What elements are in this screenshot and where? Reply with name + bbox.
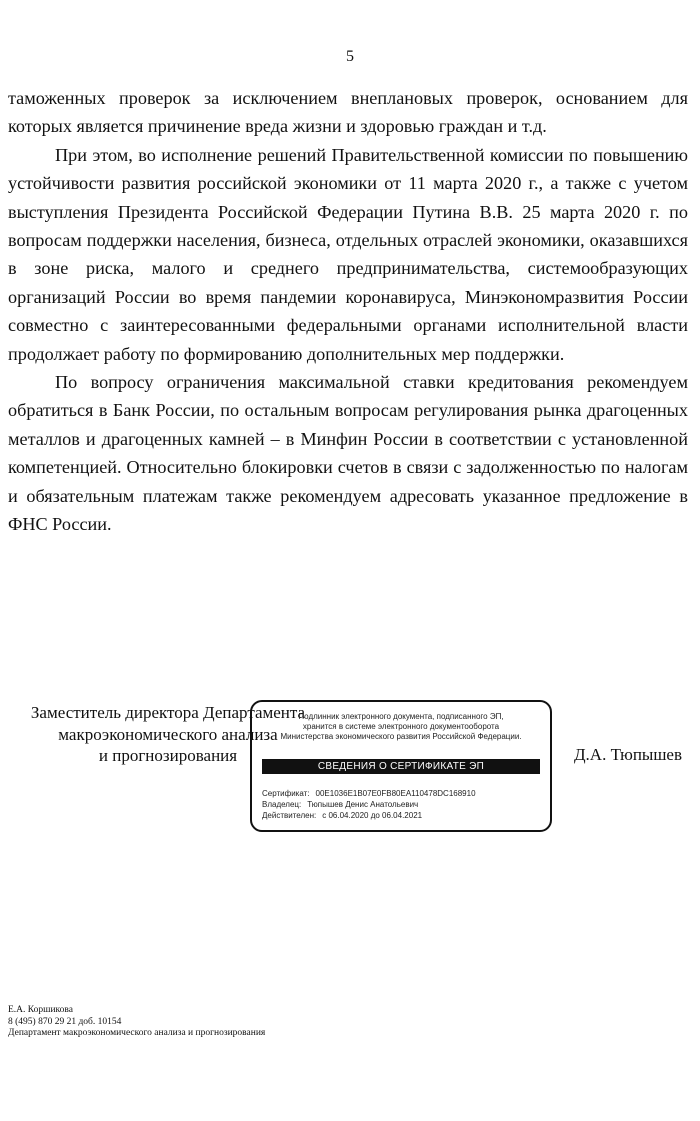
executor-name: Е.А. Коршикова	[8, 1005, 74, 1015]
stamp-header: СВЕДЕНИЯ О СЕРТИФИКАТЕ ЭП	[262, 759, 540, 774]
stamp-notice-line-1: Подлинник электронного документа, подписанного ЭП,	[298, 712, 504, 721]
signer-title-line-2: макроэкономического анализа	[58, 724, 278, 744]
stamp-valid-row	[262, 810, 542, 821]
stamp-valid-label: Действителен:	[262, 811, 317, 820]
paragraph-1: таможенных проверок за исключением внеплановых проверок, основанием для которых является причинение вреда жизни и здоровью граждан и т.д.	[8, 88, 688, 137]
stamp-notice	[252, 712, 550, 742]
executor-footer	[8, 1005, 265, 1040]
paragraph-2: При этом, во исполнение решений Правительственной комиссии по повышению устойчивости развития российской экономики от 11 марта 2020 г., а также с учетом выступления Президента Российской Федерации Путина В.В. 25 марта 2020 г. по вопросам поддержки населения, бизнеса, отдельных отраслей экономики, оказавшихся в зоне риска, малого и среднего предпринимательства, системообразующих организаций России во время пандемии коронавируса, Минэкономразвития России совместно с заинтересованными федеральными органами исполнительной власти продолжает работу по формированию дополнительных мер поддержки.	[8, 144, 688, 364]
stamp-owner-value: Тюпышев Денис Анатольевич	[307, 800, 419, 809]
stamp-certificate-row	[262, 788, 542, 799]
executor-department: Департамент макроэкономического анализа и прогнозирования	[8, 1028, 266, 1038]
stamp-owner-label: Владелец:	[262, 800, 302, 809]
paragraph-3: По вопросу ограничения максимальной ставки кредитования рекомендуем обратиться в Банк России, по остальным вопросам регулирования рынка драгоценных металлов и драгоценных камней – в Минфин России в соответствии с установленной компетенцией. Относительно блокировки счетов в связи с задолженностью по налогам и обязательным платежам также рекомендуем адресовать указанное предложение в ФНС России.	[8, 372, 688, 535]
page-number: 5	[346, 48, 354, 65]
electronic-signature-stamp	[250, 700, 552, 832]
stamp-owner-row	[262, 799, 542, 810]
executor-phone: 8 (495) 870 29 21 доб. 10154	[8, 1016, 122, 1027]
stamp-notice-line-3: Министерства экономического развития Российской Федерации.	[280, 732, 522, 741]
stamp-certificate-value: 00E1036E1B07E0FB80EA110478DC168910	[315, 789, 476, 798]
stamp-certificate-label: Сертификат:	[262, 789, 310, 798]
stamp-notice-line-2: хранится в системе электронного документооборота	[302, 722, 500, 731]
letter-body	[8, 84, 688, 539]
stamp-details	[262, 788, 542, 821]
stamp-valid-value: с 06.04.2020 до 06.04.2021	[322, 811, 423, 820]
signer-title-line-1: Заместитель директора Департамента	[30, 703, 306, 722]
signer-name: Д.А. Тюпышев	[573, 745, 682, 764]
signer-title-line-3: и прогнозирования	[98, 746, 238, 765]
